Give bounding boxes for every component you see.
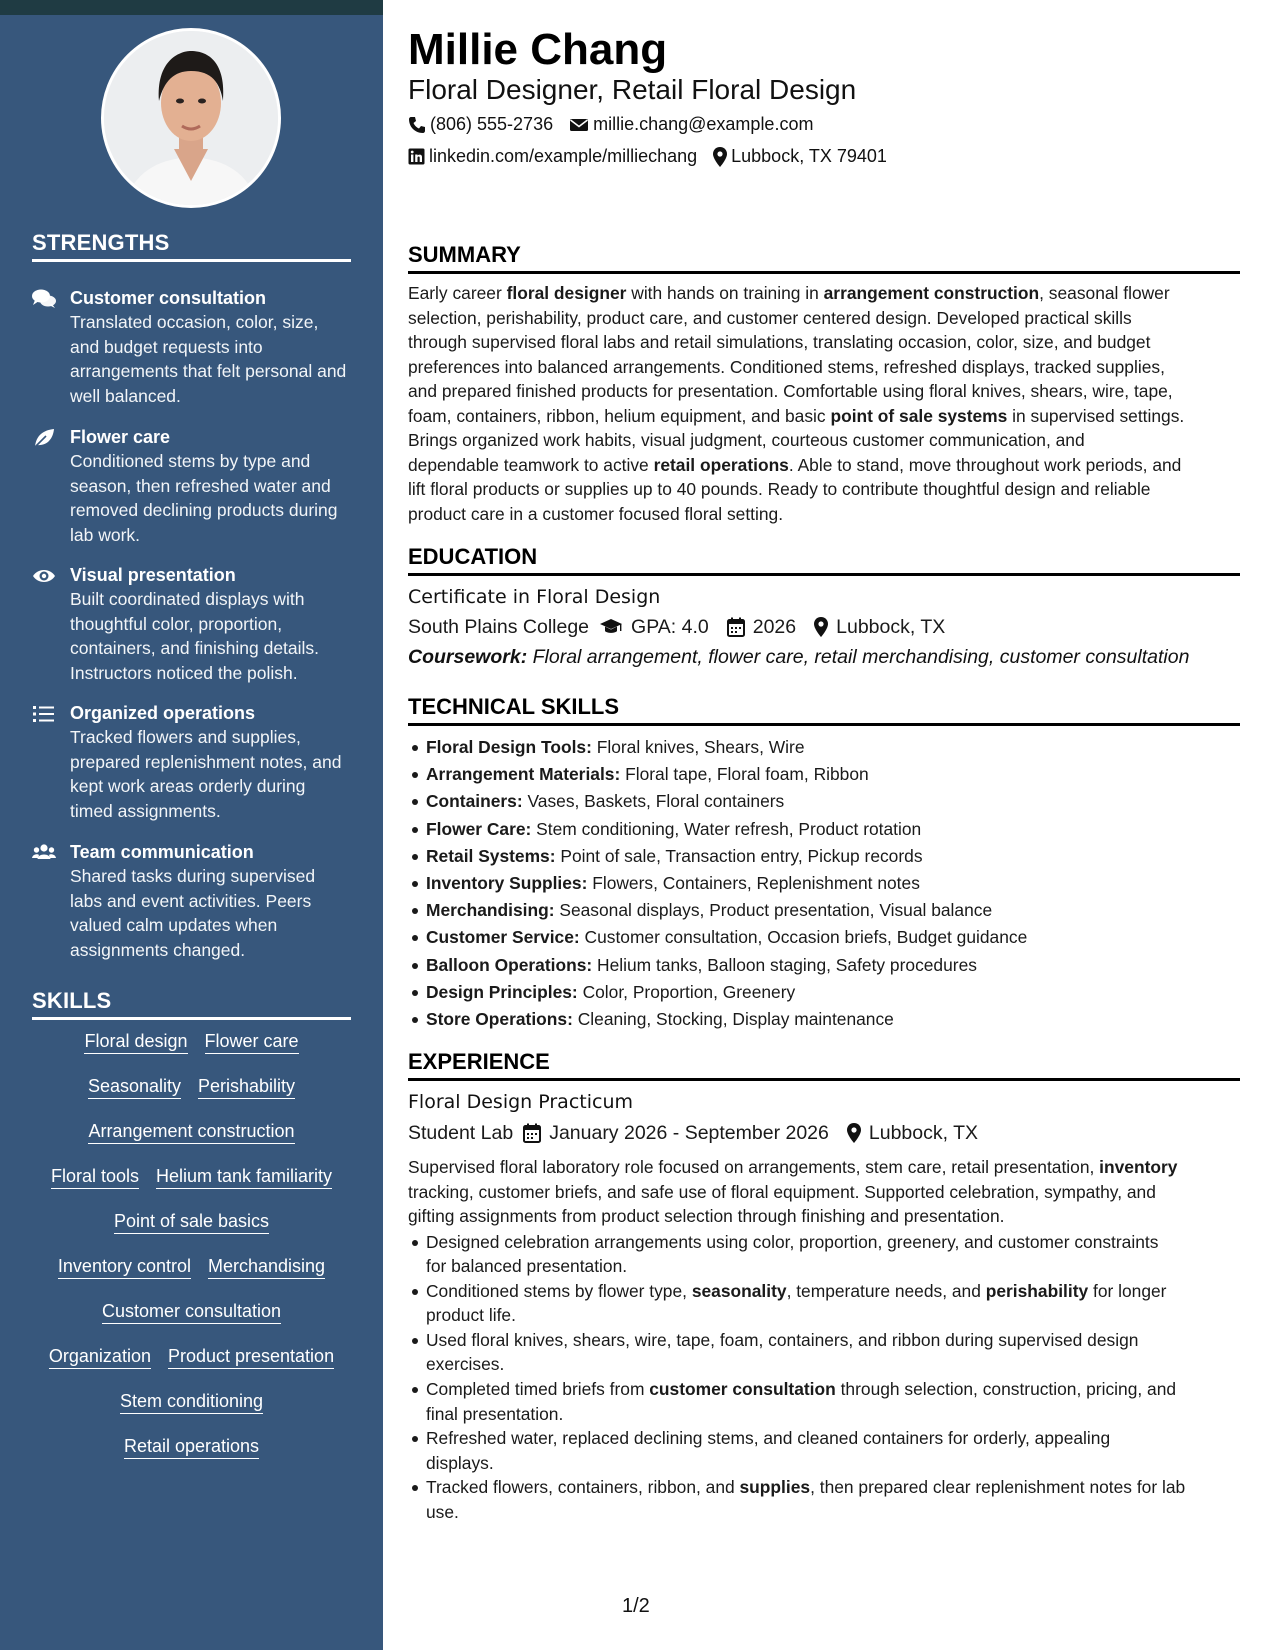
strength-description: Tracked flowers and supplies, prepared replenishment notes, and kept work areas orderly during timed assignments. — [70, 727, 342, 821]
text-line: Tracked flowers, containers, ribbon, and supplies, then prepared clear replenishment notes for lab — [426, 1477, 1186, 1498]
skill-tag: Customer consultation — [102, 1300, 281, 1324]
skill-values: Flowers, Containers, Replenishment notes — [587, 873, 920, 894]
skill-values: Vases, Baskets, Floral containers — [522, 791, 785, 812]
organization: Student Lab — [408, 1122, 514, 1144]
experience-bullet — [426, 1328, 1258, 1377]
experience-heading: EXPERIENCE — [408, 1049, 1240, 1081]
text-line: Supervised floral laboratory role focused on arrangements, stem care, retail presentation, inventory — [408, 1157, 1178, 1177]
comments-icon — [32, 288, 56, 310]
skill-row — [32, 1390, 351, 1435]
role-title: Floral Design Practicum — [408, 1091, 633, 1113]
skill-tag: Point of sale basics — [114, 1210, 269, 1234]
envelope-icon — [569, 117, 589, 133]
bold-keyword: perishability — [985, 1281, 1089, 1302]
school-name: South Plains College — [408, 616, 590, 638]
degree-name: Certificate in Floral Design — [408, 586, 661, 608]
skill-row — [32, 1075, 351, 1120]
strength-title: Team communication — [70, 842, 254, 862]
education-heading: EDUCATION — [408, 544, 1240, 576]
bold-keyword: inventory — [1099, 1157, 1178, 1177]
coursework-list: Floral arrangement, flower care, retail merchandising, customer consultation — [527, 646, 1190, 668]
skill-row — [32, 1120, 351, 1165]
text-line: Early career floral designer with hands on training in arrangement construction, seasonal flower — [408, 283, 1170, 303]
skill-values: Cleaning, Stocking, Display maintenance — [572, 1009, 894, 1030]
leaf-icon — [32, 427, 56, 449]
skill-category: Floral Design Tools: — [426, 737, 592, 757]
sidebar-top-bar — [0, 0, 383, 15]
technical-skill-item — [426, 952, 1258, 979]
summary-heading: SUMMARY — [408, 242, 1240, 274]
skills-tag-cloud — [32, 1030, 351, 1480]
linkedin-link[interactable]: linkedin.com/example/milliechang — [429, 146, 698, 166]
skill-category: Design Principles: — [426, 981, 578, 1002]
graduation-cap-icon — [599, 618, 623, 636]
contact-row-1 — [408, 114, 813, 135]
text-line: use. — [426, 1501, 459, 1522]
calendar-icon — [727, 617, 745, 637]
text-line: Refreshed water, replaced declining stems, and cleaned containers for orderly, appealing — [426, 1428, 1111, 1449]
phone-icon — [408, 116, 426, 134]
strength-flower-care — [32, 425, 352, 547]
experience-role — [408, 1089, 633, 1115]
skill-category: Flower Care: — [426, 818, 532, 839]
strength-title: Organized operations — [70, 703, 256, 723]
text-line: preferences into balanced arrangements. Conditioned stems, refreshed displays, tracked supplies, — [408, 356, 1165, 377]
eye-icon — [32, 565, 56, 587]
location-text: Lubbock, TX 79401 — [731, 146, 887, 166]
experience-bullet — [426, 1475, 1258, 1524]
gpa: GPA: 4.0 — [631, 616, 709, 638]
skill-category: Inventory Supplies: — [426, 873, 588, 894]
experience-intro — [408, 1155, 1240, 1229]
text-line: displays. — [426, 1452, 494, 1473]
contact-row-2 — [408, 146, 887, 167]
skill-row — [32, 1435, 351, 1480]
sidebar — [0, 0, 383, 1650]
page-number: 1/2 — [622, 1595, 650, 1617]
coursework-label: Coursework: — [408, 646, 528, 668]
bold-keyword: arrangement construction — [823, 283, 1040, 303]
strength-team-communication — [32, 840, 352, 962]
strength-description: Translated occasion, color, size, and budget requests into arrangements that felt personal and well balanced. — [70, 312, 347, 406]
text-line: exercises. — [426, 1354, 505, 1375]
text-line: and prepared finished products for presentation. Comfortable using floral knives, shears, wire, tape, — [408, 381, 1173, 401]
users-icon — [32, 842, 56, 864]
map-marker-icon — [847, 1123, 861, 1143]
degree-title — [408, 584, 660, 610]
strength-description: Shared tasks during supervised labs and event activities. Peers valued calm updates when assignments changed. — [70, 866, 316, 960]
skill-values: Floral knives, Shears, Wire — [591, 737, 805, 757]
skill-tag: Retail operations — [124, 1435, 259, 1459]
text-line: selection, perishability, product care, and customer centered design. Developed practical skills — [408, 307, 1132, 328]
text-line: Completed timed briefs from customer consultation through selection, construction, pricing, and — [426, 1379, 1177, 1400]
text-line: Used floral knives, shears, wire, tape, foam, containers, and ribbon during supervised design — [426, 1330, 1139, 1351]
skill-tag: Floral tools — [51, 1165, 139, 1189]
skill-tag: Stem conditioning — [120, 1390, 263, 1414]
skill-row — [32, 1210, 351, 1255]
candidate-title: Floral Designer, Retail Floral Design — [408, 74, 857, 105]
skill-row — [32, 1300, 351, 1345]
text-line: through supervised floral labs and retail simulations, translating occasion, color, size, and budget — [408, 332, 1151, 352]
experience-bullet — [426, 1426, 1258, 1475]
education-meta — [408, 614, 945, 640]
email-link[interactable]: millie.chang@example.com — [593, 114, 814, 134]
skill-row — [32, 1255, 351, 1300]
skill-tag: Merchandising — [208, 1255, 325, 1279]
experience-meta — [408, 1120, 978, 1146]
bold-keyword: floral designer — [506, 283, 627, 303]
skill-values: Floral tape, Floral foam, Ribbon — [620, 764, 869, 785]
text-line: Designed celebration arrangements using color, proportion, greenery, and customer constraints — [426, 1232, 1159, 1252]
skill-category: Store Operations: — [426, 1009, 573, 1030]
experience-bullet — [426, 1377, 1258, 1426]
experience-bullet — [426, 1279, 1258, 1328]
phone-number[interactable]: (806) 555-2736 — [430, 114, 554, 134]
skill-values: Color, Proportion, Greenery — [577, 981, 796, 1002]
technical-skill-item — [426, 897, 1258, 924]
technical-skills-heading: TECHNICAL SKILLS — [408, 694, 1240, 726]
list-icon — [32, 703, 56, 725]
experience-location: Lubbock, TX — [868, 1122, 979, 1144]
skill-tag: Organization — [49, 1345, 151, 1369]
skill-category: Arrangement Materials: — [426, 764, 621, 785]
text-line: dependable teamwork to active retail operations. Able to stand, move throughout work periods, and — [408, 454, 1182, 475]
skill-values: Seasonal displays, Product presentation, Visual balance — [554, 900, 993, 921]
technical-skill-item — [426, 1006, 1258, 1033]
skill-tag: Arrangement construction — [88, 1120, 294, 1144]
bold-keyword: customer consultation — [649, 1379, 836, 1400]
school-location: Lubbock, TX — [836, 616, 946, 638]
text-line: product care in a customer focused floral setting. — [408, 503, 784, 524]
skill-tag: Inventory control — [58, 1255, 191, 1279]
text-line: tracking, customer briefs, and safe use of floral equipment. Supported celebration, sympathy, and — [408, 1181, 1156, 1202]
linkedin-icon — [408, 148, 425, 165]
skill-values: Helium tanks, Balloon staging, Safety procedures — [592, 954, 977, 975]
text-line: final presentation. — [426, 1403, 564, 1424]
technical-skill-item — [426, 734, 1258, 761]
bold-keyword: point of sale systems — [830, 405, 1008, 426]
text-line: for balanced presentation. — [426, 1256, 628, 1277]
strength-organized-operations — [32, 701, 352, 823]
skill-values: Stem conditioning, Water refresh, Product rotation — [531, 818, 922, 839]
skill-category: Balloon Operations: — [426, 954, 593, 975]
skill-tag: Floral design — [84, 1030, 187, 1054]
skill-category: Merchandising: — [426, 900, 555, 921]
skill-category: Customer Service: — [426, 927, 580, 948]
skill-tag: Product presentation — [168, 1345, 334, 1369]
bold-keyword: seasonality — [691, 1281, 787, 1302]
skill-category: Containers: — [426, 791, 523, 812]
summary-text — [408, 281, 1240, 526]
technical-skill-item — [426, 761, 1258, 788]
skill-tag: Seasonality — [88, 1075, 181, 1099]
graduation-year: 2026 — [752, 616, 797, 638]
strength-description: Built coordinated displays with thoughtful color, proportion, containers, and finishing details. Instructors noticed the polish. — [70, 589, 320, 683]
skill-values: Customer consultation, Occasion briefs, Budget guidance — [579, 927, 1028, 948]
skill-category: Retail Systems: — [426, 845, 556, 866]
technical-skill-item — [426, 924, 1258, 951]
technical-skill-item — [426, 979, 1258, 1006]
strength-description: Conditioned stems by type and season, then refreshed water and removed declining products during lab work. — [70, 451, 338, 545]
text-line: product life. — [426, 1305, 516, 1326]
skill-tag: Helium tank familiarity — [156, 1165, 332, 1189]
profile-photo — [101, 28, 281, 208]
skill-values: Point of sale, Transaction entry, Pickup records — [555, 845, 923, 866]
skills-heading: SKILLS — [32, 988, 351, 1020]
text-line: Brings organized work habits, visual judgment, courteous customer communication, and — [408, 430, 1085, 450]
experience-bullets — [408, 1230, 1258, 1525]
bold-keyword: retail operations — [653, 454, 789, 475]
calendar-icon — [523, 1123, 541, 1143]
skill-row — [32, 1030, 351, 1075]
skill-tag: Flower care — [205, 1030, 299, 1054]
text-line: gifting assignments from product selection through finishing and presentation. — [408, 1206, 1005, 1226]
skill-tag: Perishability — [198, 1075, 295, 1099]
text-line: foam, containers, ribbon, helium equipment, and basic point of sale systems in supervised settings. — [408, 405, 1185, 426]
strengths-heading: STRENGTHS — [32, 230, 351, 262]
technical-skill-item — [426, 870, 1258, 897]
strength-customer-consultation — [32, 286, 352, 408]
map-marker-icon — [814, 617, 828, 637]
strength-title: Visual presentation — [70, 565, 236, 585]
technical-skill-item — [426, 843, 1258, 870]
map-marker-icon — [713, 147, 727, 167]
strength-visual-presentation — [32, 563, 352, 685]
bold-keyword: supplies — [739, 1477, 811, 1498]
skill-row — [32, 1345, 351, 1390]
experience-bullet — [426, 1230, 1258, 1279]
technical-skills-list — [408, 734, 1258, 1033]
technical-skill-item — [426, 788, 1258, 815]
strength-title: Flower care — [70, 427, 171, 447]
employment-dates: January 2026 - September 2026 — [549, 1122, 829, 1144]
text-line: lift floral products or supplies up to 40 pounds. Ready to contribute thoughtful design and reliable — [408, 479, 1151, 499]
text-line: Conditioned stems by flower type, seasonality, temperature needs, and perishability for longer — [426, 1281, 1167, 1302]
coursework — [408, 646, 1189, 669]
strength-title: Customer consultation — [70, 288, 267, 308]
skill-row — [32, 1165, 351, 1210]
technical-skill-item — [426, 816, 1258, 843]
candidate-name: Millie Chang — [408, 25, 668, 74]
avatar-icon — [104, 31, 278, 205]
